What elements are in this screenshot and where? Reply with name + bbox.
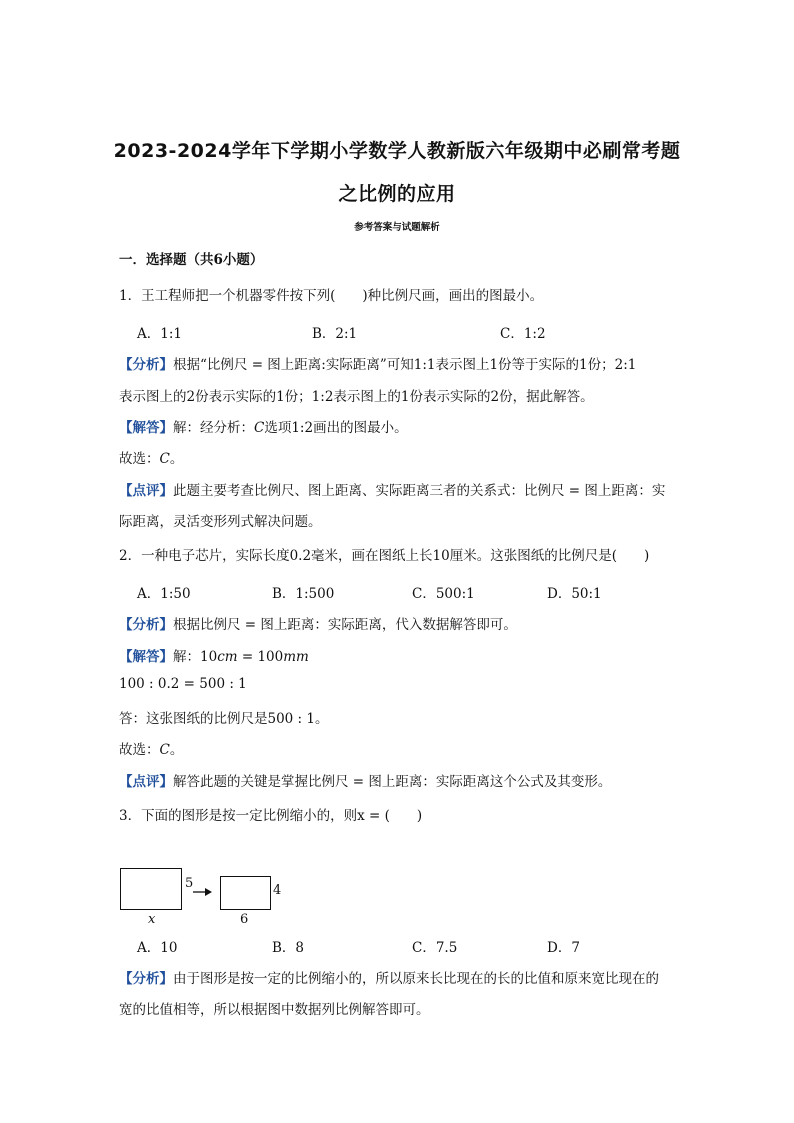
- q1-answer-var: C: [254, 420, 265, 436]
- q1-option-b: B．2:1: [312, 326, 358, 342]
- page-title-line-1: 2023-2024学年下学期小学数学人教新版六年级期中必刷常考题: [113, 140, 681, 162]
- q1-comment-text-1: 此题主要考查比例尺、图上距离、实际距离三者的关系式：比例尺 = 图上距离：实: [173, 483, 666, 499]
- q2-analysis-tag: 【分析】: [119, 617, 173, 633]
- q3-option-b: B．8: [272, 940, 305, 956]
- q2-comment: [119, 770, 611, 790]
- q1-choice-prefix: 故选：: [119, 451, 160, 467]
- q2-eq1-unit-1: cm: [217, 649, 238, 665]
- q3-big-height-label: 5: [185, 876, 194, 891]
- q2-equation-2: 100 : 0.2 = 500 : 1: [119, 676, 247, 692]
- q1-answer-rest: 选项1:2画出的图最小。: [264, 420, 408, 436]
- q3-small-width-label: 6: [240, 912, 249, 927]
- q1-option-c: C．1:2: [500, 326, 546, 342]
- q2-stem: 2．一种电子芯片，实际长度0.2毫米，画在图纸上长10厘米。这张图纸的比例尺是( ): [119, 548, 650, 564]
- q1-choice-end: 。: [169, 451, 184, 467]
- q1-analysis-line-2: 表示图上的2份表示实际的1份；1:2表示图上的1份表示实际的2份，据此解答。: [119, 389, 594, 405]
- q3-option-d: D．7: [547, 940, 580, 956]
- q3-small-rectangle: [220, 876, 271, 910]
- q2-option-a: A．1:50: [137, 586, 191, 602]
- q1-answer-tag: 【解答】: [119, 420, 173, 436]
- q2-option-d: D．50:1: [547, 586, 602, 602]
- q2-comment-tag: 【点评】: [119, 774, 173, 790]
- q2-option-b: B．1:500: [272, 586, 335, 602]
- page-subtitle: 参考答案与试题解析: [354, 222, 440, 233]
- q3-analysis-line-1: [119, 967, 659, 987]
- q2-answer-tag: 【解答】: [119, 649, 173, 665]
- q1-answer-text: 解：经分析：: [173, 420, 254, 436]
- q3-stem: 3．下面的图形是按一定比例缩小的，则x = ( ): [119, 808, 423, 824]
- q2-eq1-a: 10: [200, 649, 218, 665]
- q3-big-width-label: x: [148, 912, 156, 927]
- q1-analysis-text-1: 根据“比例尺 = 图上距离:实际距离”可知1:1表示图上1份等于实际的1份；2:1: [173, 357, 637, 373]
- q3-analysis-tag: 【分析】: [119, 971, 173, 987]
- q1-choice-letter: C: [159, 451, 170, 467]
- q1-option-a: A．1:1: [137, 326, 182, 342]
- q2-answer-line: 答：这张图纸的比例尺是500 : 1。: [119, 711, 329, 727]
- page-title-line-2: 之比例的应用: [338, 183, 456, 205]
- q2-analysis: [119, 613, 517, 633]
- q1-comment-line-1: [119, 479, 665, 499]
- q1-analysis-tag: 【分析】: [119, 357, 173, 373]
- q2-choice-letter: C: [159, 742, 170, 758]
- q3-analysis-text-1: 由于图形是按一定的比例缩小的，所以原来长比现在的长的比值和原来宽比现在的: [173, 971, 659, 987]
- q1-choice: [119, 447, 183, 467]
- q2-choice: [119, 738, 183, 758]
- arrow-right-icon: [193, 887, 213, 897]
- q1-comment-tag: 【点评】: [119, 483, 173, 499]
- q2-eq1-b: = 100: [237, 649, 284, 665]
- q1-answer: [119, 416, 408, 436]
- q2-eq1-unit-2: mm: [283, 649, 309, 665]
- q2-comment-text: 解答此题的关键是掌握比例尺 = 图上距离：实际距离这个公式及其变形。: [173, 774, 612, 790]
- q3-big-rectangle: [120, 868, 182, 910]
- q1-stem: 1．王工程师把一个机器零件按下列( )种比例尺画，画出的图最小。: [119, 288, 544, 304]
- q2-choice-end: 。: [169, 742, 184, 758]
- q3-option-c: C．7.5: [412, 940, 458, 956]
- q2-option-c: C．500:1: [412, 586, 475, 602]
- q2-choice-prefix: 故选：: [119, 742, 160, 758]
- q3-option-a: A．10: [137, 940, 178, 956]
- q3-small-height-label: 4: [273, 883, 282, 898]
- q2-answer-text: 解：: [173, 649, 200, 665]
- q1-analysis-line-1: [119, 353, 636, 373]
- q3-analysis-line-2: 宽的比值相等，所以根据图中数据列比例解答即可。: [119, 1002, 430, 1018]
- q1-comment-line-2: 际距离，灵活变形列式解决问题。: [119, 514, 322, 530]
- section-heading: 一．选择题（共6小题）: [119, 252, 264, 268]
- q2-analysis-text: 根据比例尺 = 图上距离：实际距离，代入数据解答即可。: [173, 617, 517, 633]
- q2-answer: [119, 645, 309, 665]
